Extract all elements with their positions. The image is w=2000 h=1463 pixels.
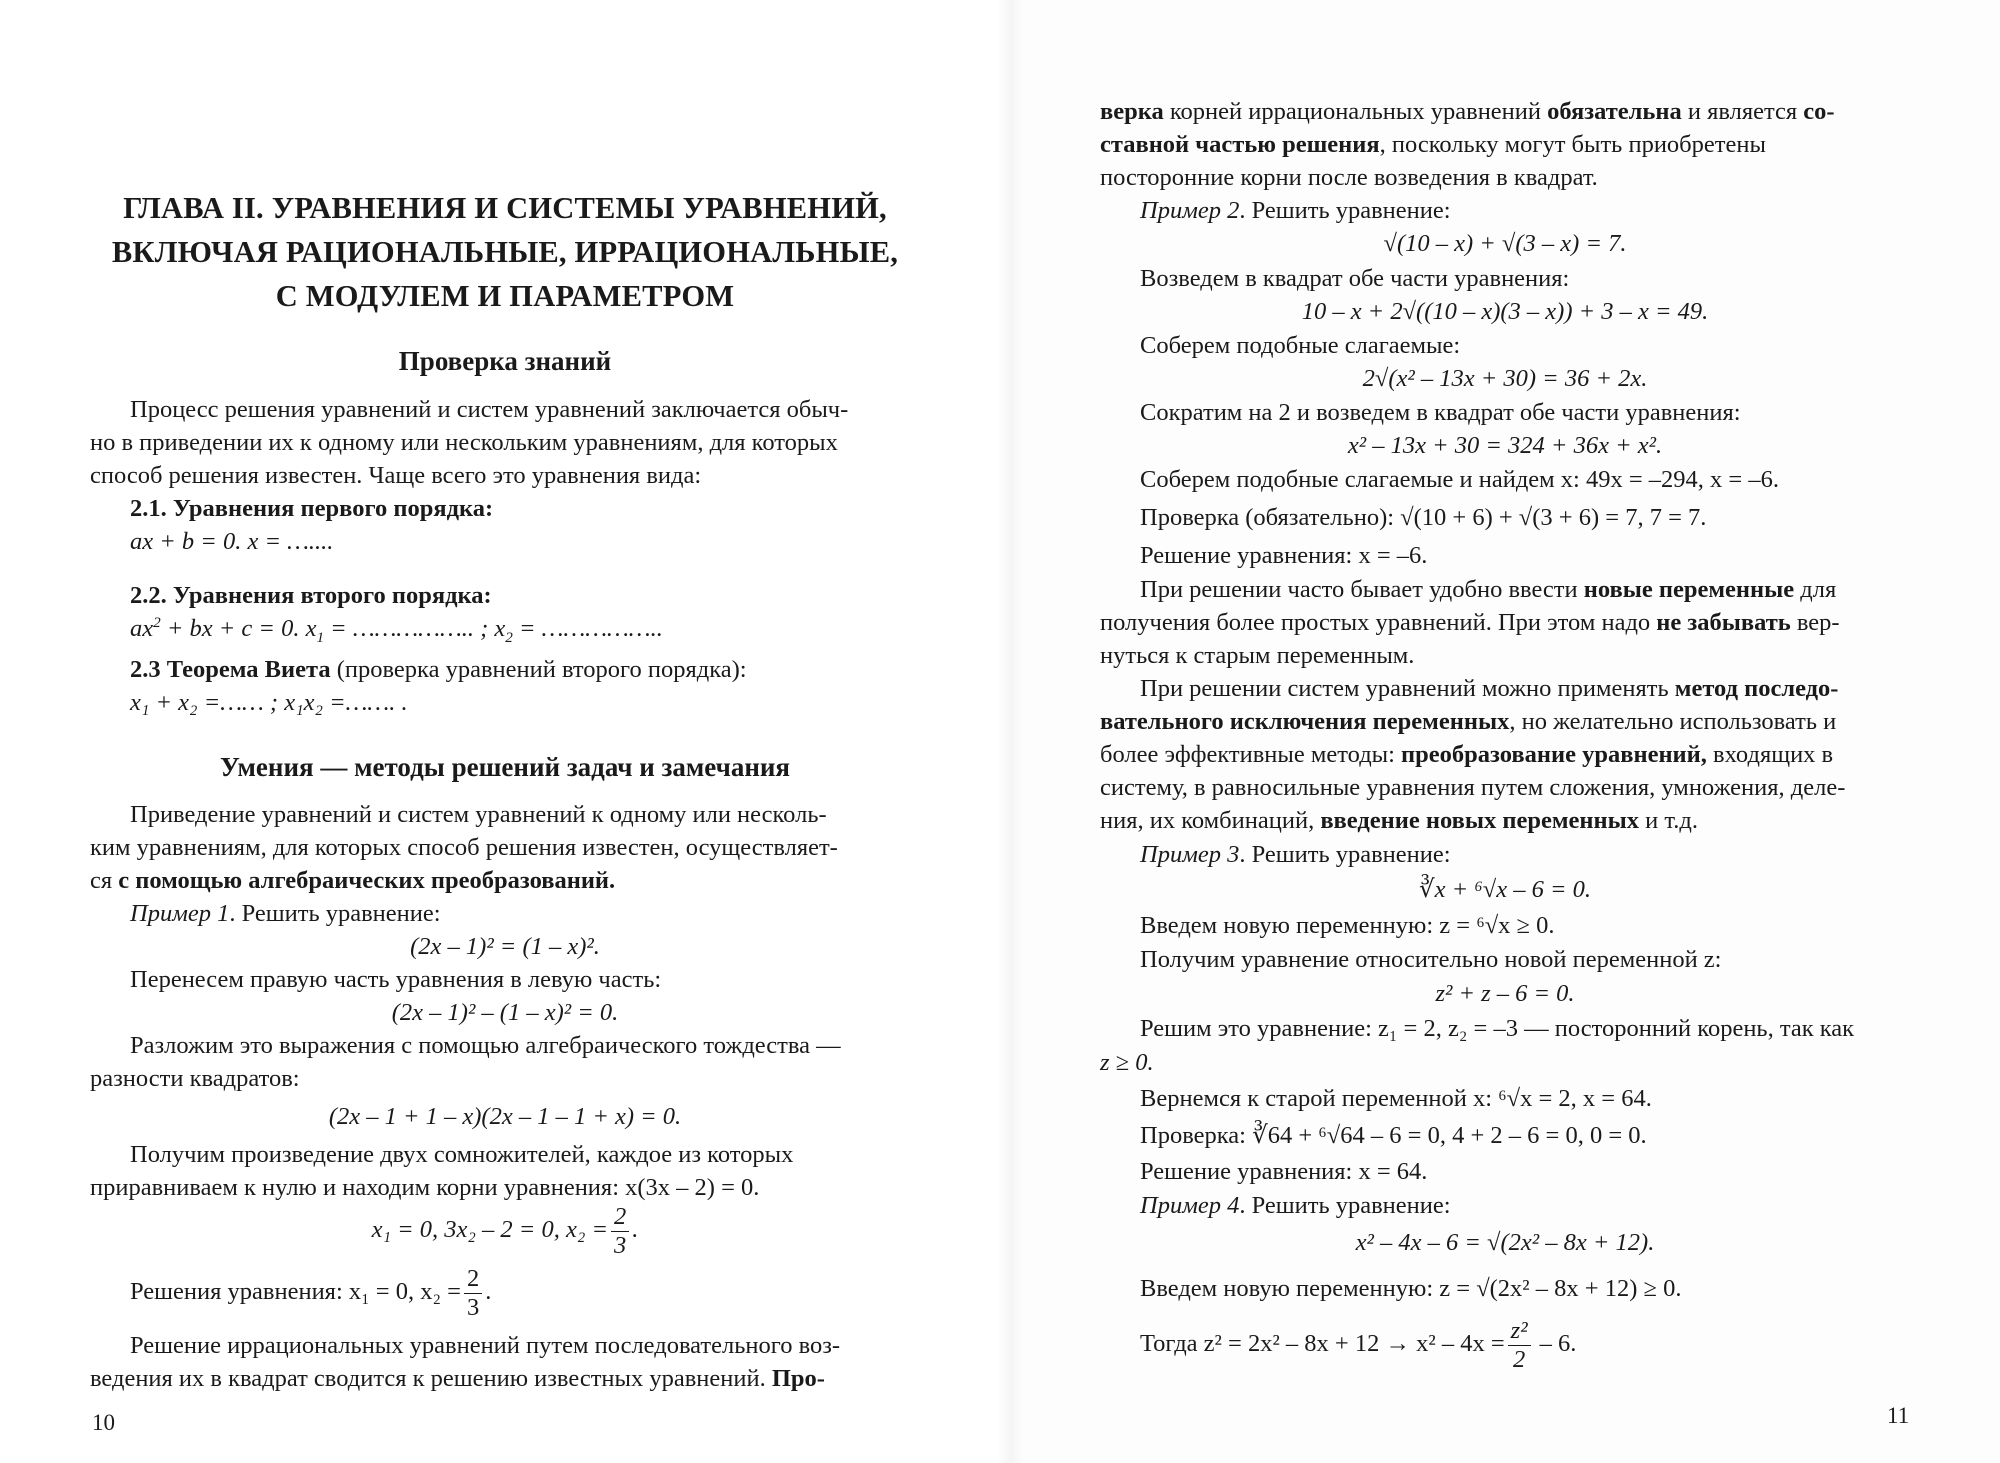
example-3-heading: Пример 3. Решить уравнение:	[1140, 841, 1451, 868]
example-1-step: Перенесем правую часть уравнения в левую часть:	[130, 966, 662, 993]
paragraph-line: способ решения известен. Чаще всего это уравнения вида:	[90, 462, 702, 489]
example-2-step: Сократим на 2 и возведем в квадрат обе части уравнения:	[1140, 399, 1741, 426]
paragraph-line: получения более простых уравнений. При этом надо не забывать вер-	[1100, 609, 1840, 636]
book-gutter	[996, 0, 1024, 1463]
paragraph-line: ким уравнениям, для которых способ решения известен, осуществляет-	[90, 834, 838, 861]
paragraph-line: Решение иррациональных уравнений путем последовательного воз-	[130, 1332, 841, 1359]
example-2-step: Проверка (обязательно): √(10 + 6) + √(3 + 6) = 7, 7 = 7.	[1140, 504, 1707, 531]
item-title-first-order: 2.1. Уравнения первого порядка:	[130, 495, 494, 522]
example-3-step: Решение уравнения: x = 64.	[1140, 1158, 1428, 1185]
example-4-equation: x² – 4x – 6 = √(2x² – 8x + 12).	[1355, 1229, 1655, 1256]
example-3-equation: ∛x + ⁶√x – 6 = 0.	[1418, 876, 1591, 903]
example-2-heading: Пример 2. Решить уравнение:	[1140, 197, 1451, 224]
example-2-step: Возведем в квадрат обе части уравнения:	[1140, 265, 1570, 292]
page-number-right: 11	[1887, 1403, 1910, 1428]
example-2-step: Соберем подобные слагаемые:	[1140, 332, 1461, 359]
formula-vieta: x₁ + x₂ =…… ; x₁x₂ =……. .	[130, 689, 408, 716]
example-2-equation: 10 – x + 2√((10 – x)(3 – x)) + 3 – x = 49.	[1301, 298, 1709, 325]
example-4-step: Тогда z² = 2x² – 8x + 12 → x² – 4x = $\frac{\text{z²}}{2}$ – 6.	[1140, 1316, 1577, 1373]
example-1-solution: Решения уравнения: x₁ = 0, x₂ = $\frac{2}{3}$ .	[130, 1264, 492, 1321]
paragraph-line: Процесс решения уравнений и систем уравнений заключается обыч-	[130, 396, 849, 423]
page-number-left: 10	[92, 1410, 115, 1435]
example-1-equation: (2x – 1 + 1 – x)(2x – 1 – 1 + x) = 0.	[328, 1103, 682, 1130]
example-1-heading: Пример 1. Решить уравнение:	[130, 900, 441, 927]
example-1-roots: x₁ = 0, 3x₂ – 2 = 0, x₂ = $\frac{2}{3}$ .	[371, 1202, 639, 1259]
section-title-knowledge-check: Проверка знаний	[398, 346, 612, 376]
example-2-equation: x² – 13x + 30 = 324 + 36x + x².	[1347, 432, 1663, 459]
paragraph-line: более эффективные методы: преобразование уравнений, входящих в	[1100, 741, 1834, 768]
item-title-vieta: 2.3 Теорема Виета (проверка уравнений второго порядка):	[130, 656, 747, 683]
formula-second-order: $ax^2$ + bx + c = 0. $x_1$ = …………….. ; $x_2$ = ……………..	[130, 613, 663, 646]
section-title-skills: Умения — методы решений задач и замечания	[219, 752, 791, 782]
example-3-step: Решим это уравнение: z₁ = 2, z₂ = –3 — посторонний корень, так как	[1140, 1015, 1855, 1042]
paragraph-line: ставной частью решения, поскольку могут быть приобретены	[1100, 131, 1766, 158]
example-1-equation: (2x – 1)² = (1 – x)².	[410, 933, 600, 960]
example-2-step: Соберем подобные слагаемые и найдем x: 49x = –294, x = –6.	[1140, 466, 1779, 493]
paragraph-line: При решении часто бывает удобно ввести новые переменные для	[1140, 576, 1837, 603]
example-2-step: Решение уравнения: x = –6.	[1140, 542, 1428, 569]
example-3-step: z ≥ 0.	[1100, 1049, 1154, 1076]
example-2-equation: 2√(x² – 13x + 30) = 36 + 2x.	[1362, 365, 1648, 392]
paragraph-line: Приведение уравнений и систем уравнений к одному или несколь-	[130, 801, 827, 828]
chapter-title-line-1: ГЛАВА II. УРАВНЕНИЯ И СИСТЕМЫ УРАВНЕНИЙ,	[123, 191, 887, 225]
example-3-step: Проверка: ∛64 + ⁶√64 – 6 = 0, 4 + 2 – 6 = 0, 0 = 0.	[1140, 1122, 1647, 1149]
example-1-step: разности квадратов:	[90, 1065, 300, 1092]
chapter-title-line-3: С МОДУЛЕМ И ПАРАМЕТРОМ	[275, 279, 735, 313]
example-1-step: Получим произведение двух сомножителей, каждое из которых	[130, 1141, 794, 1168]
paragraph-line: ния, их комбинаций, введение новых переменных и т.д.	[1100, 807, 1698, 834]
right-page	[1010, 0, 2000, 1463]
paragraph-line: ся с помощью алгебраических преобразований.	[90, 867, 616, 894]
example-2-equation: √(10 – x) + √(3 – x) = 7.	[1383, 230, 1627, 257]
paragraph-line: вательного исключения переменных, но желательно использовать и	[1100, 708, 1837, 735]
example-1-equation: (2x – 1)² – (1 – x)² = 0.	[391, 999, 619, 1026]
paragraph-line: систему, в равносильные уравнения путем сложения, умножения, деле-	[1100, 774, 1846, 801]
example-3-step: Вернемся к старой переменной x: ⁶√x = 2, x = 64.	[1140, 1085, 1652, 1112]
paragraph-line: верка корней иррациональных уравнений обязательна и является со-	[1100, 98, 1835, 125]
example-3-step: Введем новую переменную: z = ⁶√x ≥ 0.	[1140, 912, 1555, 939]
example-4-heading: Пример 4. Решить уравнение:	[1140, 1192, 1451, 1219]
example-4-step: Введем новую переменную: z = √(2x² – 8x + 12) ≥ 0.	[1140, 1275, 1682, 1302]
chapter-title-line-2: ВКЛЮЧАЯ РАЦИОНАЛЬНЫЕ, ИРРАЦИОНАЛЬНЫЕ,	[111, 235, 899, 269]
example-1-step: приравниваем к нулю и находим корни уравнения: x(3x – 2) = 0.	[90, 1174, 760, 1201]
example-1-step: Разложим это выражения с помощью алгебраического тождества —	[130, 1032, 841, 1059]
example-3-equation: z² + z – 6 = 0.	[1435, 980, 1575, 1007]
item-title-second-order: 2.2. Уравнения второго порядка:	[130, 582, 492, 609]
paragraph-line: нуться к старым переменным.	[1100, 642, 1415, 669]
paragraph-line: При решении систем уравнений можно применять метод последо-	[1140, 675, 1839, 702]
example-3-step: Получим уравнение относительно новой переменной z:	[1140, 946, 1722, 973]
paragraph-line: но в приведении их к одному или нескольким уравнениям, для которых	[90, 429, 838, 456]
paragraph-line: посторонние корни после возведения в квадрат.	[1100, 164, 1598, 191]
formula-first-order: ax + b = 0. x = …....	[130, 528, 334, 555]
paragraph-line: ведения их в квадрат сводится к решению известных уравнений. Про-	[90, 1365, 825, 1392]
